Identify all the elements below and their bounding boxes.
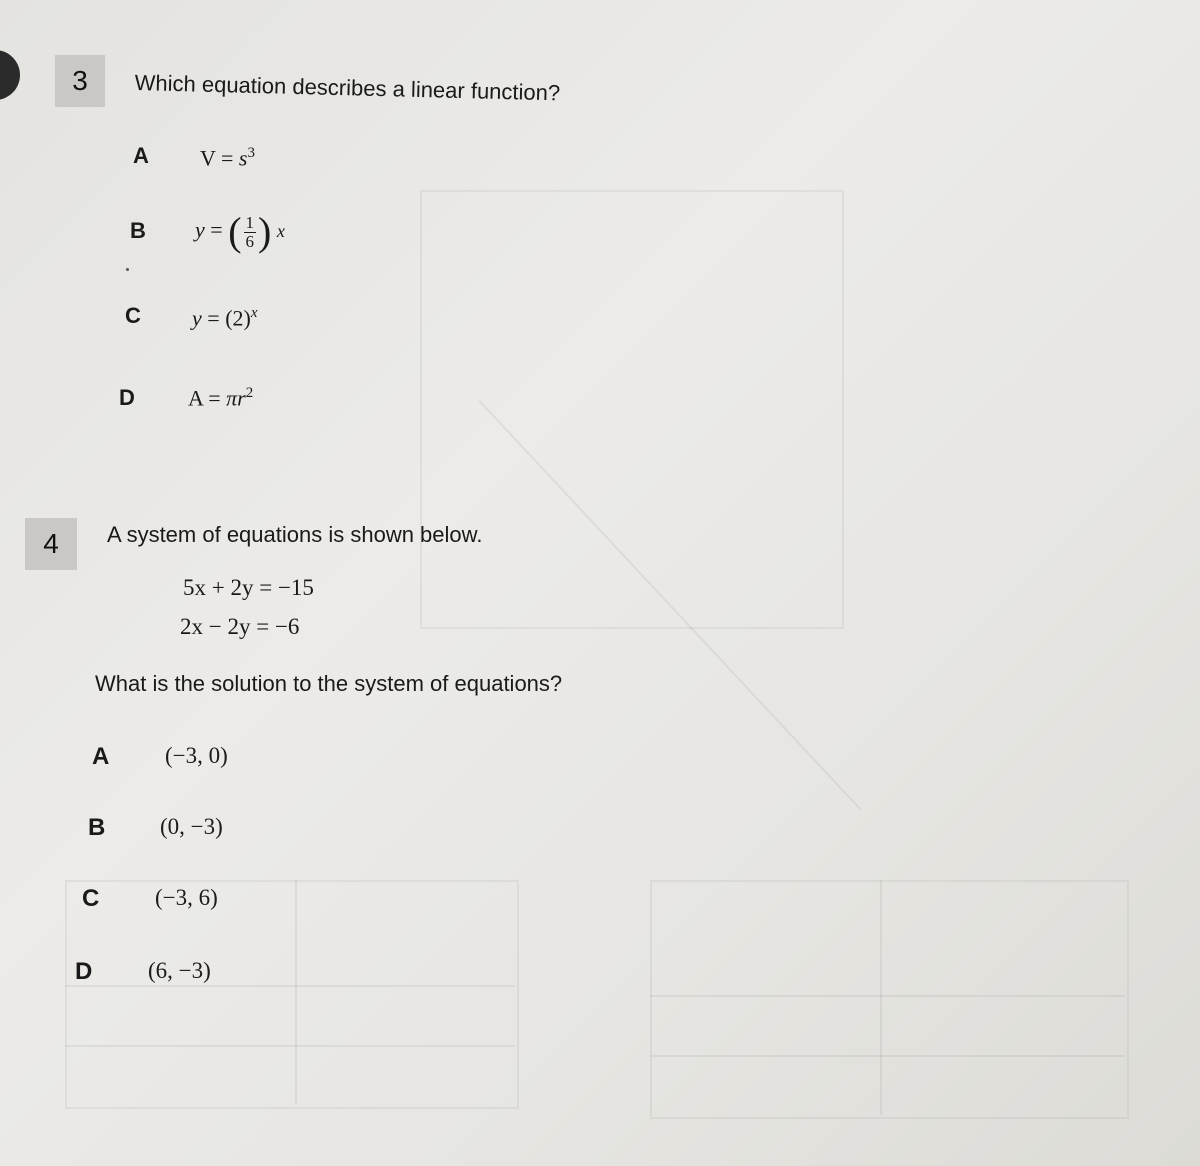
q3-option-c-letter: C: [125, 303, 141, 328]
question-4-question: What is the solution to the system of equations?: [95, 671, 563, 696]
q4-option-b-letter: B: [88, 814, 106, 841]
q3-option-b-letter: B: [130, 218, 146, 243]
q3-option-a-equation: $V = s^3$: [200, 145, 255, 171]
question-3-prompt: Which equation describes a linear function?: [134, 70, 561, 106]
q4-option-c-value: (−3, 6): [155, 885, 218, 910]
question-4-prompt: A system of equations is shown below.: [107, 522, 483, 547]
q4-option-d-letter: D: [75, 958, 93, 985]
q4-option-c-letter: C: [82, 885, 100, 912]
q3-option-b-equation: y = ( $\frac{1}{6}$ ) x: [195, 209, 285, 254]
bleed-through-table-left: [65, 880, 519, 1109]
q3-option-c-equation: $y = (2)^x$: [192, 305, 258, 331]
q4-option-a-value: (−3, 0): [165, 743, 228, 768]
question-3-number: 3: [55, 55, 105, 107]
question-4-number: 4: [25, 518, 77, 570]
bleed-through-table-right: [650, 880, 1129, 1119]
q3-option-d-equation: $A = \pi r^2$: [188, 385, 254, 411]
equation-1: 5x + 2y = −15: [183, 575, 314, 600]
page-shadow: [0, 50, 20, 100]
equation-2: 2x − 2y = −6: [180, 614, 300, 639]
q4-option-d-value: (6, −3): [148, 958, 211, 983]
q4-option-b-value: (0, −3): [160, 814, 223, 839]
q4-option-a-letter: A: [92, 743, 110, 770]
pencil-mark: [126, 268, 129, 271]
q3-option-d-letter: D: [119, 385, 135, 410]
q3-option-a-letter: A: [133, 143, 149, 168]
